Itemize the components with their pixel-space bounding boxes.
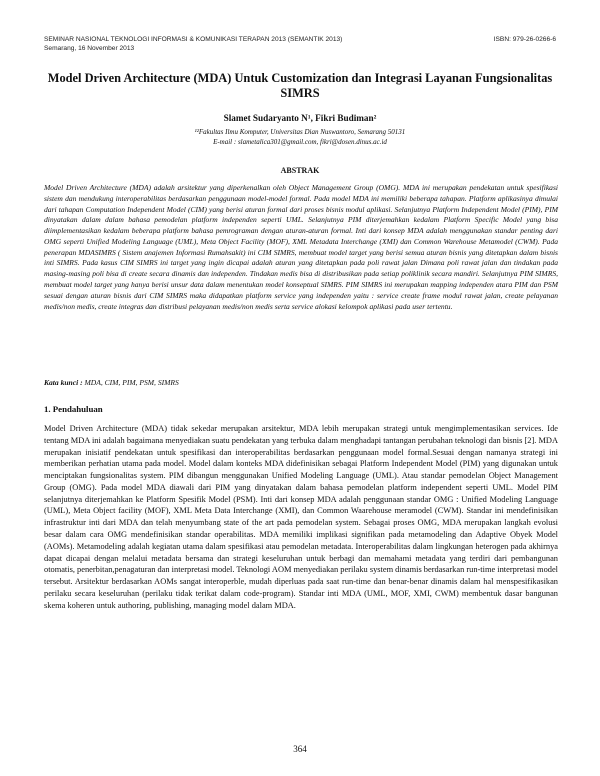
paper-title: Model Driven Architecture (MDA) Untuk Customization dan Integrasi Layanan Fungsionalitas SIMRS [47,71,553,100]
author-email: E-mail : slametalica301@gmail.com, fikri@dosen.dinus.ac.id [213,138,387,146]
page-number: 364 [293,744,307,754]
conference-name: SEMINAR NASIONAL TEKNOLOGI INFORMASI & KOMUNIKASI TERAPAN 2013 (SEMANTIK 2013) [44,36,343,43]
isbn: ISBN: 979-26-0266-6 [493,36,556,43]
affiliation: ¹²Fakultas Ilmu Komputer, Universitas Dian Nuswantoro, Semarang 50131 [194,128,406,136]
paper-authors: Slamet Sudaryanto N¹, Fikri Budiman² [223,113,377,123]
abstract-text: Model Driven Architecture (MDA) adalah arsitektur yang diperkenalkan oleh Object Management Group (OMG). MDA ini merupakan pendekatan untuk spesifikasi sistem dan mendukung interoperabilitas berdasarkan penggunaan model-model formal. Pada model MDA ini memiliki beberapa tahapan. Platform aplikasinya dimulai dari tahapan Computation Independent Model (CIM) yang berisi aturan formal dari proses bisnis modul aplikasi. Selanjutnya Platform Independent Model (PIM), PIM dinyatakan dalam dalam bahasa pemodelan platform independen seperti UML. Selanjutnya PIM diterjemahkan kedalam Platform Specific Model yang bisa diimplementasikan kedalam beberapa platform bahasa pemrograman dengan aturan-aturan formal. Inti dari konsep MDA adalah menggunakan standar penting dari OMG seperti Unified Modeling Language (UML), Meta Object Facility (MOF), XML Metadata Interchange (XMI) dan Common Warehouse Metamodel (CWM). Pada penerapan MDASIMRS ( Sistem anajemen Informasi Rumahsakit) ini CIM SIMRS, membuat model target yang berisi semua aturan bisnis yang ditetapkan dalam bisnis inti SIMRS. Pada kasus CIM SIMRS ini target yang ingin dicapai adalah aturan yang ditetapkan pada poli rawat jalan Dimana poli rawat jalan dan tindakan pada masing-masing poli bisa di create secara dinamis dan independen. Tindakan medis bisa di distribusikan pada setiap poliklinik secara mandiri. Selanjutnya PIM SIMRS, membuat model target yang hanya berisi unsur data dalam menentukan model konseptual SIMRS. PIM SIMRS ini merupakan mapping independen atara PIM dan PSM sesuai dengan aturan bisnis dari CIM SIMRS maka didapatkan platform service yang independen yaitu : service create frame modul rawat jalan, create pelayanan medis/non medis, create integras dan distribusi pelayanan medis/non medis serta service alokasi kelompok aplikasi pada user tertentu. [44,183,558,311]
section-body-paragraph: Model Driven Architecture (MDA) tidak sekedar merupakan arsitektur, MDA lebih merupakan strategi untuk mengimplementasikan services. Ide tentang MDA ini adalah bagaimana menyediakan suatu pendekatan yang terbuka dalam menghadapi tantangan perubahan teknologi dan bisnis [2]. MDA merupakan inisiatif pendekatan untuk spesifikasi dan interoperabilitas berdasarkan penggunaan model formal.Sesuai dengan namanya strategi ini memberikan perhatian utama pada model. Model dalam konteks MDA didefinisikan sebagai Platform Independent Model (PIM) yang digunakan untuk menciptakan fungsionalitas system. PIM dibangun menggunakan Unified Modeling Language (UML). Atau standar pemodelan Object Management Group (OMG). Pada model MDA diawali dari PIM yang dinyatakan dalam bahasa pemodelan platform independent seperti UML. Model PIM selanjutnya diterjemahkan ke Platform Spesifik Model (PSM). Inti dari konsep MDA adalah penggunaan standar OMG : Unified Modeling Language (UML), Meta Object facility (MOF), XML Meta Data Interchange (XMI), dan Common Waarehouse meramodel (CWM). Standar ini mendefinisikan infrastruktur inti dari MDA dan telah menyumbang state of the art pada pemodelan system. Sebagai proses OMG, MDA merupakan langkah evolusi besar dalam cara OMG mendefinisikan standar operabilitas. MDA memiliki implikasi signifikan pada metamodeling dan Adaptive Obyek Model (AOMs). Metamodeling adalah kegiatan utama dalam spesifikasi atau pemodelan metadata. Interoperabilitas dalam lingkungan heterogen pada akhirnya dapat dicapai dengan melalui metadata bersama dan strategi keseluruhan untuk berbagi dan memahami metadata yang terdiri dari pembangunan otomatis, penerbitan,penagaturan dan interpretasi model. Teknologi AOM menyediakan perilaku system dinamis berdasarkan run-time interpretasi model tersebut. Arsitektur berdasarkan AOMs sangat interoperble, mudah diperluas pada saat run-time dan benar-benar dinamis dalam hal menspesifikasikan perilaku secara keseluruhan (perilaku tidak terikat dalam code-program). Standar inti MDA (UML, MOF, XMI, CWM) membentuk dasar bangunan skema koheren untuk authoring, publishing, managing model dalam MDA. [44,424,558,610]
running-header [44,35,556,53]
keywords-list: MDA, CIM, PIM, PSM, SIMRS [82,378,179,387]
abstract-heading: ABSTRAK [280,166,320,175]
section-heading: 1. Pendahuluan [44,404,103,414]
keywords-label: Kata kunci : [44,378,83,387]
author-affiliation-block [44,127,556,147]
conference-place-date: Semarang, 16 November 2013 [44,45,135,52]
keywords [44,378,558,387]
